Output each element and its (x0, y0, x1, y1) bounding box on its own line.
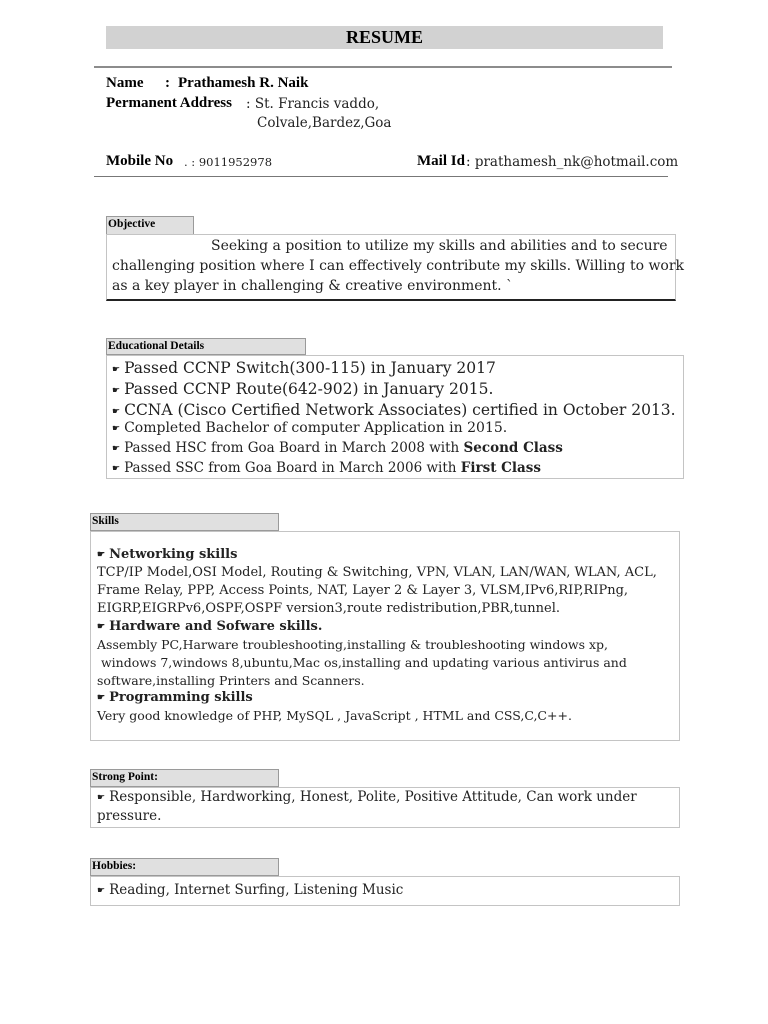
bullet-hand-icon: ☛ (112, 444, 121, 454)
objective-heading: Objective (106, 216, 194, 235)
bullet-hand-icon: ☛ (112, 424, 121, 434)
education-item: ☛ Passed SSC from Goa Board in March 2006 with First Class (112, 460, 541, 476)
hobbies-line-1: ☛ Reading, Internet Surfing, Listening Music (97, 882, 404, 898)
education-item: ☛ Completed Bachelor of computer Application in 2015. (112, 420, 508, 436)
bullet-hand-icon: ☛ (112, 386, 121, 396)
hardware-skills-line-1: Assembly PC,Harware troubleshooting,installing & troubleshooting windows xp, (97, 637, 608, 652)
contact-divider (94, 176, 668, 177)
mobile-label: Mobile No (106, 153, 174, 169)
bullet-hand-icon: ☛ (97, 693, 106, 703)
mail-value: : prathamesh_nk@hotmail.com (466, 154, 679, 170)
education-box (106, 355, 684, 479)
bullet-hand-icon: ☛ (112, 407, 121, 417)
hobbies-heading: Hobbies: (90, 858, 279, 876)
programming-skills-line-1: Very good knowledge of PHP, MySQL , JavaScript , HTML and CSS,C,C++. (97, 708, 572, 723)
name-label (106, 75, 144, 92)
strong-point-line-2: pressure. (97, 808, 162, 824)
mobile-value: . : 9011952978 (184, 155, 273, 169)
objective-box (106, 234, 685, 301)
hardware-skills-line-3: software,installing Printers and Scanners. (97, 673, 365, 688)
bullet-hand-icon: ☛ (112, 365, 121, 375)
education-item: ☛ Passed HSC from Goa Board in March 2008 with Second Class (112, 440, 563, 456)
strong-point-line-1: ☛ Responsible, Hardworking, Honest, Polite, Positive Attitude, Can work under (97, 789, 637, 805)
address-line-1: : St. Francis vaddo, (246, 96, 380, 112)
bullet-hand-icon: ☛ (97, 622, 106, 632)
education-item: ☛ Passed CCNP Switch(300-115) in January 2017 (112, 359, 496, 377)
skills-box (90, 531, 680, 741)
networking-skills-line-1: TCP/IP Model,OSI Model, Routing & Switching, VPN, VLAN, LAN/WAN, WLAN, ACL, (97, 565, 657, 580)
objective-line-2: challenging position where I can effectively contribute my skills. Willing to work (112, 258, 685, 274)
address-label: Permanent Address (106, 95, 232, 111)
header-divider (94, 66, 672, 68)
hobbies-box (90, 876, 680, 906)
name-separator: : (165, 75, 170, 91)
mail-label: Mail Id (417, 153, 465, 169)
programming-skills-title: ☛ Programming skills (97, 690, 253, 705)
networking-skills-line-2: Frame Relay, PPP, Access Points, NAT, Layer 2 & Layer 3, VLSM,IPv6,RIP,RIPng, (97, 583, 629, 598)
skills-heading: Skills (90, 513, 279, 531)
bullet-hand-icon: ☛ (97, 886, 106, 896)
hardware-skills-line-2: windows 7,windows 8,ubuntu,Mac os,installing and updating various antivirus and (97, 655, 627, 670)
strong-point-box (90, 787, 680, 828)
bullet-hand-icon: ☛ (97, 793, 106, 803)
strong-point-heading: Strong Point: (90, 769, 279, 787)
hardware-skills-title: ☛ Hardware and Sofware skills. (97, 619, 323, 634)
objective-line-1: Seeking a position to utilize my skills and abilities and to secure (211, 238, 668, 254)
name-label-text: Name (106, 75, 144, 91)
objective-line-3: as a key player in challenging & creative environment. ` (112, 278, 514, 294)
education-heading: Educational Details (106, 338, 306, 355)
address-line-2: Colvale,Bardez,Goa (257, 115, 392, 131)
name-value: Prathamesh R. Naik (178, 75, 309, 91)
networking-skills-title: ☛ Networking skills (97, 547, 238, 562)
resume-title: RESUME (106, 26, 663, 49)
education-item: ☛ CCNA (Cisco Certified Network Associates) certified in October 2013. (112, 401, 676, 419)
bullet-hand-icon: ☛ (97, 550, 106, 560)
bullet-hand-icon: ☛ (112, 464, 121, 474)
networking-skills-line-3: EIGRP,EIGRPv6,OSPF,OSPF version3,route redistribution,PBR,tunnel. (97, 601, 560, 616)
education-item: ☛ Passed CCNP Route(642-902) in January 2015. (112, 380, 494, 398)
